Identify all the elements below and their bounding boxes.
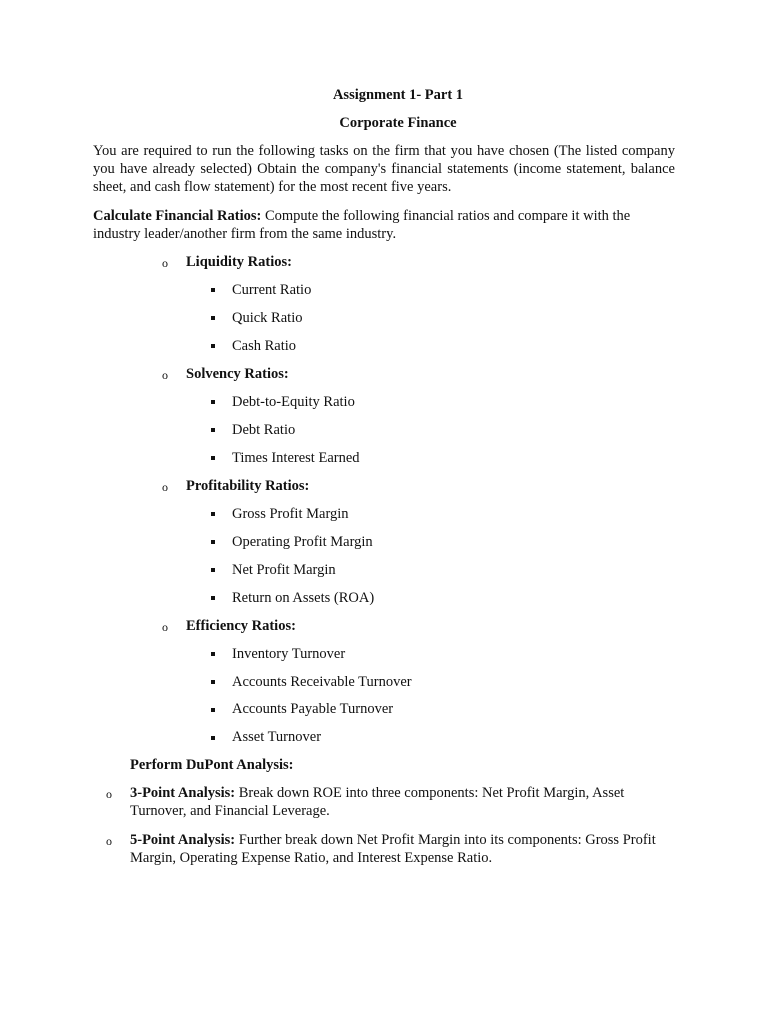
ratios-text: Compute the following financial ratios and compare it with the industry leader/another firm from the same industry. (93, 208, 631, 242)
square-bullet-icon (211, 316, 215, 320)
ratio-item: Operating Profit Margin (232, 534, 373, 550)
ratio-item: Net Profit Margin (232, 562, 336, 578)
dupont-point-3: 3-Point Analysis: Break down ROE into three components: Net Profit Margin, Asset Turnover, and Financial Leverage. (130, 785, 625, 819)
square-bullet-icon (211, 568, 215, 572)
ratio-item: Debt Ratio (232, 422, 296, 438)
ratios-heading: Calculate Financial Ratios: (93, 208, 262, 224)
ratio-item: Times Interest Earned (232, 450, 360, 466)
square-bullet-icon (211, 736, 215, 740)
ratios-paragraph (93, 207, 675, 243)
dupont-heading: Perform DuPont Analysis: (130, 757, 294, 773)
ratio-item: Return on Assets (ROA) (232, 590, 375, 606)
circle-bullet-icon: o (162, 620, 168, 634)
square-bullet-icon (211, 400, 215, 404)
square-bullet-icon (211, 708, 215, 712)
document-subtitle: Corporate Finance (339, 115, 457, 131)
circle-bullet-icon: o (106, 787, 112, 801)
ratio-group-title: Solvency Ratios: (186, 366, 289, 382)
square-bullet-icon (211, 512, 215, 516)
intro-paragraph: You are required to run the following tasks on the firm that you have chosen (The listed company you have already selected) Obtain the company's financial statements (income statement, balance sheet, and cash flow statement) for the most recent five years. (93, 143, 675, 195)
square-bullet-icon (211, 540, 215, 544)
dupont-point-5: 5-Point Analysis: Further break down Net Profit Margin into its components: Gross Profit Margin, Operating Expense Ratio, and Interest Expense Ratio. (130, 832, 656, 866)
ratio-group-title: Liquidity Ratios: (186, 254, 292, 270)
square-bullet-icon (211, 344, 215, 348)
document-title: Assignment 1- Part 1 (332, 87, 464, 103)
ratio-group-title: Efficiency Ratios: (186, 618, 296, 634)
circle-bullet-icon: o (162, 480, 168, 494)
ratio-item: Inventory Turnover (232, 646, 346, 662)
ratio-item: Accounts Payable Turnover (232, 701, 394, 717)
circle-bullet-icon: o (106, 834, 112, 848)
ratio-item: Debt-to-Equity Ratio (232, 394, 355, 410)
ratio-item: Accounts Receivable Turnover (232, 674, 412, 690)
ratio-item: Quick Ratio (232, 310, 303, 326)
square-bullet-icon (211, 456, 215, 460)
ratio-group-title: Profitability Ratios: (186, 478, 310, 494)
square-bullet-icon (211, 652, 215, 656)
square-bullet-icon (211, 428, 215, 432)
ratio-item: Cash Ratio (232, 338, 297, 354)
ratio-item: Gross Profit Margin (232, 506, 349, 522)
square-bullet-icon (211, 596, 215, 600)
circle-bullet-icon: o (162, 256, 168, 270)
circle-bullet-icon: o (162, 368, 168, 382)
square-bullet-icon (211, 680, 215, 684)
ratio-item: Current Ratio (232, 282, 312, 298)
ratio-item: Asset Turnover (232, 729, 322, 745)
square-bullet-icon (211, 288, 215, 292)
